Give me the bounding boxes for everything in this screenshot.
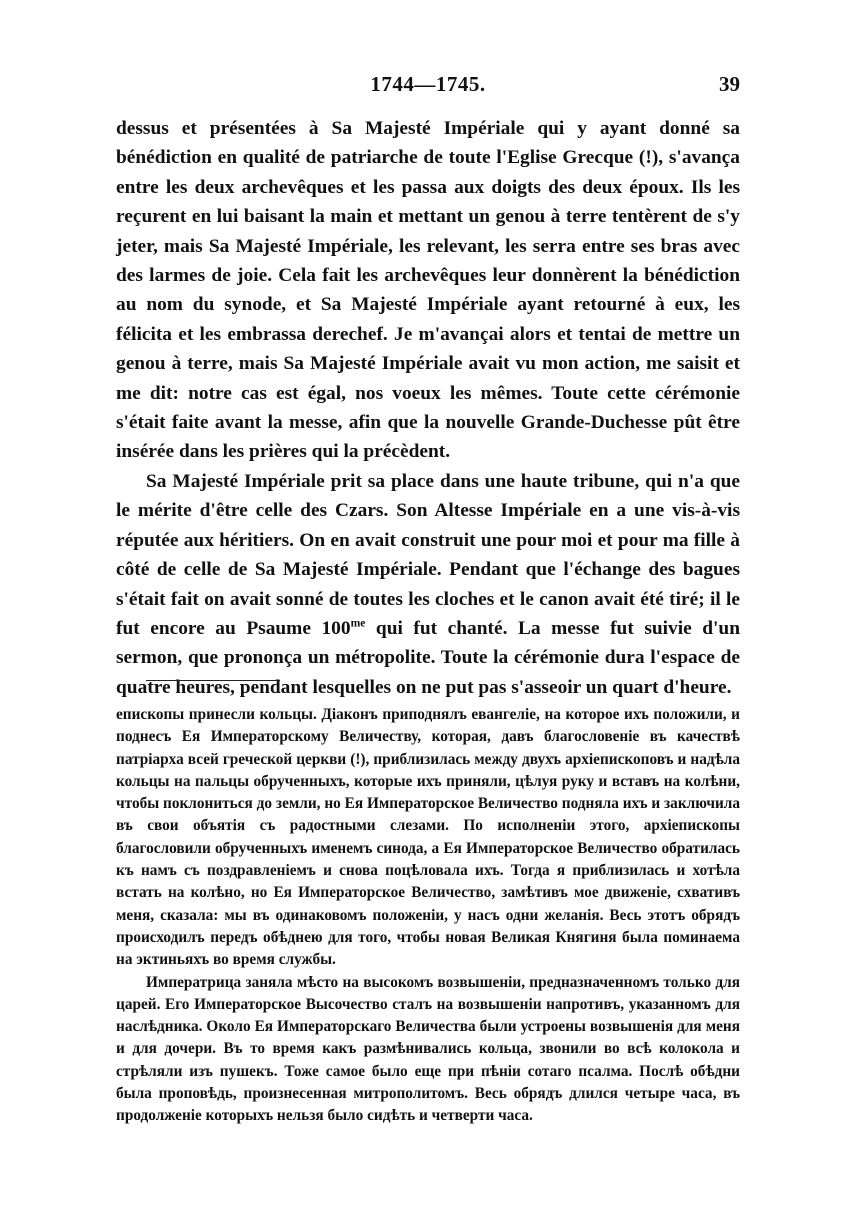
french-paragraph-1: dessus et présentées à Sa Majesté Impériale qui y ayant donné sa bénédiction en qualité de patriarche de toute l'Eglise Grecque (!), s'avança entre les deux archevêques et les passa aux doigts des deux époux. Ils les reçurent en lui baisant la main et mettant un genou à terre tentèrent de s'y jeter, mais Sa Majesté Impériale, les relevant, les serra entre ses bras avec des larmes de joie. Cela fait les archevêques leur donnèrent la bénédiction au nom du synode, et Sa Majesté Impériale ayant retourné à eux, les félicita et les embrassa derechef. Je m'avançai alors et tentai de mettre un genou à terre, mais Sa Majesté Impériale avait vu mon action, me saisit et me dit: notre cas est égal, nos voeux les mêmes. Toute cette cérémonie s'était faite avant la messe, afin que la nouvelle Grande-Duchesse pût être insérée dans les prières qui la précèdent. <box>116 118 740 463</box>
french-text <box>116 114 740 702</box>
page-header <box>116 72 740 102</box>
ordinal-superscript: me <box>350 616 366 630</box>
footnote-divider <box>146 680 280 681</box>
running-title: 1744—1745. <box>370 72 486 96</box>
page-number: 39 <box>719 72 740 96</box>
french-paragraph-2-part-1: Sa Majesté Impériale prit sa place dans une haute tribune, qui n'a que le mérite d'être celle des Czars. Son Altesse Impériale en a une vis-à-vis réputée aux héritiers. On en avait construit une pour moi et pour ma fille à côté de celle de Sa Majesté Impériale. Pendant que l'échange des bagues s'était fait on avait sonné de toutes les cloches et le canon avait été tiré; il le fut encore au Psaume 100 <box>116 470 740 639</box>
russian-paragraph-2: Императрица заняла мѣсто на высокомъ возвышеніи, предназначенномъ только для царей. Его Императорское Высочество сталъ на возвышеніи напротивъ, указанномъ для наслѣдника. Около Ея Императорскаго Величества были устроены возвышенія для меня и для дочери. Въ то время какъ размѣнивались кольца, звонили во всѣ колокола и стрѣляли изъ пушекъ. Тоже самое было еще при пѣніи сотаго псалма. Послѣ обѣдни была проповѣдь, произнесенная митрополитомъ. Весь обрядъ длился четыре часа, въ продолженіе которыхъ нельзя было сидѣть и четверти часа. <box>116 973 740 1125</box>
russian-translation <box>116 704 740 1128</box>
russian-paragraph-1: епископы принесли кольцы. Діаконъ приподнялъ евангеліе, на которое ихъ положили, и поднесъ Ея Императорскому Величеству, которая, давъ благословеніе въ качествѣ патріарха всей греческой церкви (!), приблизилась между двухъ архіепископовъ и надѣла кольцы на пальцы обрученныхъ, которые ихъ приняли, цѣлуя руку и вставъ на колѣни, чтобы поклониться до земли, но Ея Императорское Величество подняла ихъ и заключила въ свои объятія съ радостными слезами. По исполненіи этого, архіепископы благословили обрученныхъ именемъ синода, а Ея Императорское Величество обратилась къ намъ съ поздравленіемъ и снова поцѣловала ихъ. Тогда я приблизилась и хотѣла встать на колѣно, но Ея Императорское Величество, замѣтивъ мое движеніе, схвативъ меня, сказала: мы въ одинаковомъ положеніи, у насъ одни желанія. Весь этотъ обрядъ происходилъ передъ обѣднею для того, чтобы новая Великая Княгиня была поминаема на эктиньяхъ во время службы. <box>116 706 740 969</box>
french-paragraph-2 <box>116 467 740 702</box>
french-paragraph-2-part-2: qui fut chanté. La messe fut suivie d'un sermon, que prononça un métropolite. Toute la cérémonie dura l'espace de quatre heures, pendant lesquelles on ne put pas s'asseoir un quart d'heure. <box>116 617 740 698</box>
